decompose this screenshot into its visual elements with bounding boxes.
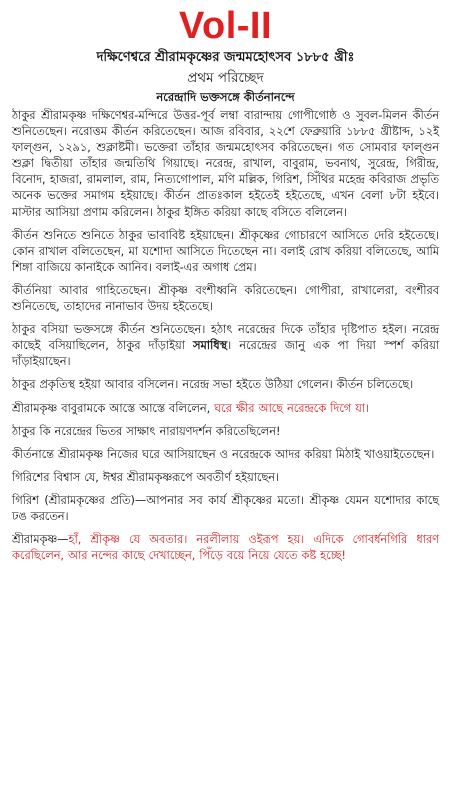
paragraph-11-quote: হাঁ, শ্রীকৃষ্ণ যে অবতার। নরলীলায় ওইরূপ হয়। এদিকে গোবর্ধনগিরি ধারণ করেছিলেন, আর নন্দের কাছে দেখাচ্ছেন, পিঁড়ে বয়ে নিয়ে যেতে কষ্ট হচ্ছে! — [12, 533, 439, 563]
paragraph-3: কীর্তনিয়া আবার গাহিতেছেন। শ্রীকৃষ্ণ বংশীধ্বনি করিতেছেন। গোপীরা, রাখালেরা, বংশীরব শুনিতেছে, তাহাদের নানাভাব উদয় হইতেছে। — [12, 283, 439, 314]
paragraph-6 — [12, 401, 439, 417]
paragraph-9: গিরিশের বিশ্বাস যে, ঈশ্বর শ্রীরামকৃষ্ণরূপে অবতীর্ণ হইয়াছেন। — [12, 470, 280, 484]
paragraph-1: ঠাকুর শ্রীরামকৃষ্ণ দক্ষিণেশ্বর-মন্দিরে উত্তর-পূর্ব লম্বা বারান্দায় গোপীগোষ্ঠ ও সুবল-মিলন কীর্তন শুনিতেছেন। নরোত্তম কীর্তন করিতেছেন। আজ রবিবার, ২২শে ফেব্রুয়ারি ১৮৮৫ খ্রীষ্টাব্দ, ১২ই ফাল্গুন, ১২৯১, শুক্লাষ্টমী। ভক্তেরা তাঁহার জন্মমহোৎসব করিতেছেন। গত সোমবার ফাল্গুন শুক্লা দ্বিতীয়া তাঁহার জন্মতিথি গিয়াছে। নরেন্দ্র, রাখাল, বাবুরাম, ভবনাথ, সুরেন্দ্র, গিরীন্দ্র, বিনোদ, হাজরা, রামলাল, রাম, নিত্যগোপাল, মণি মল্লিক, গিরিশ, সিঁথির মহেন্দ্র কবিরাজ প্রভৃতি অনেক ভক্তের সমাগম হইয়াছে। কীর্তন প্রাতঃকাল হইতেই হইতেছে, এখন বেলা ৮টা হইবে। মাস্টার আসিয়া প্রণাম করিলেন। ঠাকুর ইঙ্গিত করিয়া কাছে বসিতে বলিলেন। — [12, 109, 439, 219]
paragraph-6-text-a: শ্রীরামকৃষ্ণ বাবুরামকে আস্তে আস্তে বলিলেন, — [12, 401, 215, 415]
paragraph-2: কীর্তন শুনিতে শুনিতে ঠাকুর ভাবাবিষ্ট হইয়াছেন। শ্রীকৃষ্ণের গোচারণে আসিতে দেরি হইতেছে। কোন রাখাল বলিতেছেন, মা যশোদা আসিতে দিতেছেন না। বলাই রোখ করিয়া বলিতেছে, আমি শিঙ্গা বাজিয়ে কানাইকে আনিব। বলাই-এর অগাধ প্রেম। — [12, 228, 439, 274]
paragraph-7: ঠাকুর কি নরেন্দ্রের ভিতর সাক্ষাৎ নারায়ণদর্শন করিতেছিলেন! — [12, 424, 281, 438]
section-heading: নরেন্দ্রাদি ভক্তসঙ্গে কীর্তনানন্দে — [156, 90, 295, 104]
volume-label: Vol-II — [178, 5, 273, 47]
paragraph-4 — [12, 322, 439, 370]
paragraph-8: কীর্তনান্তে শ্রীরামকৃষ্ণ নিজের ঘরে আসিয়াছেন ও নরেন্দ্রকে আদর করিয়া মিঠাই খাওয়াইতেছেন। — [12, 447, 435, 461]
paragraph-4-text-c: । নরেন্দ্রের জানু এক পা দিয়া স্পর্শ করিয়া দাঁড়াইয়াছেন। — [12, 339, 439, 369]
paragraph-5: ঠাকুর প্রকৃতিস্থ হইয়া আবার বসিলেন। নরেন্দ্র সভা হইতে উঠিয়া গেলেন। কীর্তন চলিতেছে। — [12, 378, 414, 392]
paragraph-11 — [12, 532, 439, 564]
paragraph-10: গিরিশ (শ্রীরামকৃষ্ণের প্রতি)—আপনার সব কার্য শ্রীকৃষ্ণের মতো। শ্রীকৃষ্ণ যেমন যশোদার কাছে ঢঙ করতেন। — [12, 493, 439, 523]
paragraph-4-emphasis: সমাধিস্থ — [193, 339, 228, 353]
paragraph-6-quote: ঘরে ক্ষীর আছে নরেন্দ্রকে দিগে যা। — [214, 401, 370, 415]
chapter-title: দক্ষিণেশ্বরে শ্রীরামকৃষ্ণের জন্মমহোৎসব ১৮৮৫ খ্রীঃ — [96, 50, 355, 65]
chapter-subtitle: প্রথম পরিচ্ছেদ — [187, 70, 264, 86]
paragraph-4-text-a: ঠাকুর বসিয়া ভক্তসঙ্গে কীর্তন শুনিতেছেন। হঠাৎ নরেন্দ্রের দিকে তাঁহার দৃষ্টিপাত হইল। নরেন্দ্র কাছেই বসিয়াছিলেন, ঠাকুর দাঁড়াইয়া — [12, 323, 439, 353]
paragraph-11-speaker: শ্রীরামকৃষ্ণ— — [12, 533, 69, 547]
